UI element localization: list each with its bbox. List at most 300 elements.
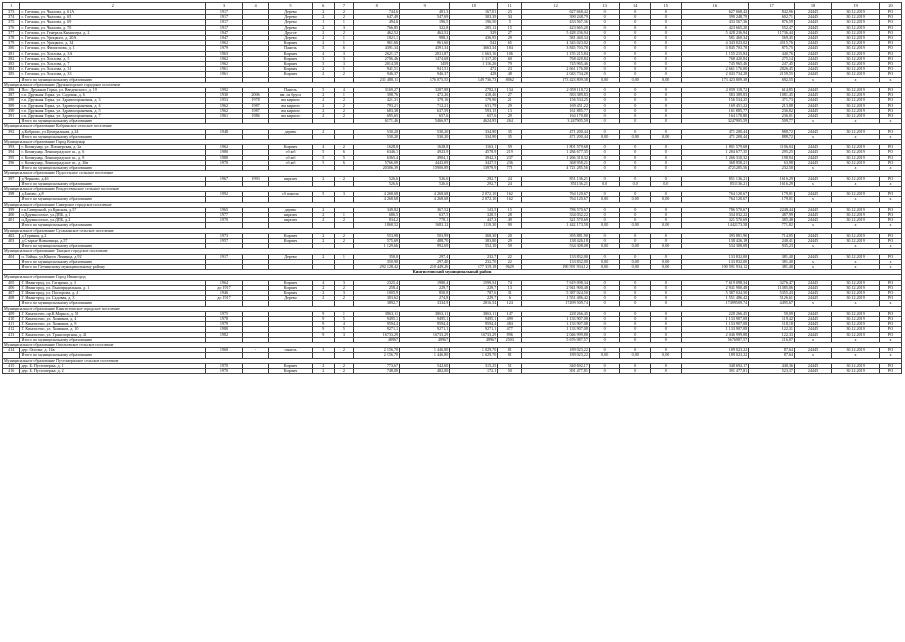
cell-col-16: 768 420,84: [681, 56, 749, 61]
cell-col-11: 29: [498, 114, 522, 119]
cell-col-12: 391 477,81: [522, 369, 590, 374]
cell-col-1: 389: [3, 103, 20, 108]
cell-col-14: 0: [620, 296, 651, 301]
cell-col-3: 1973: [205, 233, 242, 238]
cell-col-15: 0: [650, 98, 681, 103]
cell-col-8: 3169,27: [354, 88, 400, 93]
cell-col-8: 9495,1: [354, 316, 400, 321]
cell-col-10: 428: [450, 72, 498, 77]
cell-col-13: 0: [589, 51, 620, 56]
cell-col-1: 411: [3, 322, 20, 327]
cell-col-8: 686,5: [354, 212, 400, 217]
cell-col-16: 471 200,44: [681, 134, 749, 139]
cell-col-5: вм кирпич: [269, 108, 313, 113]
cell-col-2: г. Гатчина, ул. Чкалова, д. 65: [20, 15, 205, 20]
cell-col-3: 1967: [205, 176, 242, 181]
cell-col-6: 2: [312, 103, 334, 108]
cell-col-20: РО: [880, 46, 902, 51]
cell-col-2: г. Гатчина, ул. Хохлова, д. 33: [20, 72, 205, 77]
cell-col-19: 30.12.2019: [832, 348, 880, 353]
cell-col-11: 27: [498, 93, 522, 98]
cell-col-5: Дерево: [269, 296, 313, 301]
cell-col-15: 0: [650, 25, 681, 30]
cell-col-6: 9: [312, 322, 334, 327]
cell-col-18: 24445: [794, 93, 831, 98]
cell-col-2: г.п.Сиверский, ул.Красная, д.57: [20, 207, 205, 212]
cell-col-15: 0: [650, 108, 681, 113]
cell-col-12: 745 965,46: [522, 62, 590, 67]
cell-col-10: 472: [450, 67, 498, 72]
cell-col-13: 0: [589, 207, 620, 212]
cell-col-8: 350,90: [354, 259, 400, 264]
cell-col-9: 3287,88: [400, 88, 450, 93]
cell-col-13: 0: [589, 212, 620, 217]
cell-col-3: 1982: [205, 332, 242, 337]
cell-col-4: -: [243, 348, 269, 353]
cell-col-12: 390 248,79: [522, 15, 590, 20]
cell-col-12: 17499 509,74: [522, 301, 590, 306]
cell-col-6: 9: [312, 332, 334, 337]
cell-col-11: 184: [498, 46, 522, 51]
cell-col-12: 3 247905,59: [522, 119, 590, 124]
cell-col-19: 30.12.2019: [832, 296, 880, 301]
cell-col-17: 275,14: [749, 56, 795, 61]
cell-col-1: 391: [3, 114, 20, 119]
cell-col-19: х: [832, 301, 880, 306]
cell-col-15: 0: [650, 238, 681, 243]
cell-col-7: 5: [334, 316, 354, 321]
cell-col-8: 695,65: [354, 114, 400, 119]
cell-col-8: 647,49: [354, 15, 400, 20]
cell-col-13: 0: [589, 218, 620, 223]
cell-col-18: х: [794, 223, 831, 228]
cell-col-11: 74: [498, 280, 522, 285]
cell-col-9: 1628,8: [400, 145, 450, 150]
cell-col-10: 285,12: [450, 25, 498, 30]
cell-col-9: 4 268,68: [400, 192, 450, 197]
cell-col-6: 5: [312, 160, 334, 165]
cell-col-19: 30.12.2019: [832, 311, 880, 316]
cell-col-16: 5 387 024,50: [681, 290, 749, 295]
cell-col-15: 0: [650, 30, 681, 35]
cell-col-15: 0: [650, 67, 681, 72]
cell-col-20: РО: [880, 363, 902, 368]
cell-col-2: Итого по муниципальному образованию: [20, 301, 205, 306]
cell-col-1: 413: [3, 332, 20, 337]
cell-col-18: 24445: [794, 25, 831, 30]
group-title: Муниципальное образование Рождественское сельское поселение: [3, 186, 902, 191]
cell-col-18: 24445: [794, 285, 831, 290]
cell-col-8: 2796,46: [354, 56, 400, 61]
cell-col-11: 771: [498, 166, 522, 171]
cell-col-15: 0: [650, 363, 681, 368]
cell-col-14: 0: [620, 93, 651, 98]
group-title: Муниципальное образование Кингисеппское городское поселение: [3, 306, 902, 311]
cell-col-13: 0: [589, 150, 620, 155]
cell-col-14: 0: [620, 322, 651, 327]
cell-col-10: 9495,1: [450, 316, 498, 321]
cell-col-20: РО: [880, 103, 902, 108]
cell-col-1: 403: [3, 238, 20, 243]
cell-col-20: РО: [880, 51, 902, 56]
cell-col-19: х: [832, 119, 880, 124]
cell-col-16: 534 308,08: [681, 244, 749, 249]
cell-col-6: 2: [312, 129, 334, 134]
cell-col-3: 1960: [205, 348, 242, 353]
cell-col-8: 946,37: [354, 72, 400, 77]
column-number-14: 14: [620, 3, 651, 10]
cell-col-14: 0,00: [620, 264, 651, 269]
cell-col-3: 1948: [205, 129, 242, 134]
cell-col-14: 0: [620, 207, 651, 212]
cell-col-1: 375: [3, 20, 20, 25]
cell-col-12: 1 155 215,84: [522, 51, 590, 56]
cell-col-19: 30.12.2019: [832, 46, 880, 51]
group-title: Муниципальное образование Опольевское сельское поселение: [3, 343, 902, 348]
cell-col-11: 162: [498, 192, 522, 197]
cell-col-9: 3863,11: [400, 311, 450, 316]
cell-col-11: 237: [498, 155, 522, 160]
cell-col-15: 0: [650, 369, 681, 374]
cell-col-20: РО: [880, 332, 902, 337]
cell-col-14: 0: [620, 150, 651, 155]
cell-col-12: 5 428 236,94: [522, 30, 590, 35]
cell-col-17: 509,77: [749, 119, 795, 124]
cell-col-18: 24445: [794, 316, 831, 321]
cell-col-2: Итого по муниципальному образованию: [20, 134, 205, 139]
cell-col-2: Итого по муниципальному образованию: [20, 353, 205, 358]
cell-col-16: 390 248,79: [681, 15, 749, 20]
cell-col-3: 1917: [205, 15, 242, 20]
cell-col-19: 30.12.2019: [832, 238, 880, 243]
cell-col-6: 5: [312, 192, 334, 197]
cell-col-7: 2: [334, 176, 354, 181]
cell-col-16: 433 567,36: [681, 20, 749, 25]
cell-col-19: 30.12.2019: [832, 88, 880, 93]
cell-col-9: 961,66: [400, 41, 450, 46]
cell-col-7: 5: [334, 155, 354, 160]
cell-col-9: 778,1: [400, 218, 450, 223]
cell-col-20: РО: [880, 327, 902, 332]
group-title: Муниципальное образование Дружногорское городское поселение: [3, 82, 902, 87]
cell-col-3: 1965: [205, 207, 242, 212]
cell-col-20: РО: [880, 322, 902, 327]
cell-col-15: 0,00: [650, 197, 681, 202]
cell-col-16: 583 389,83: [681, 93, 749, 98]
cell-col-16: 471 200,44: [681, 129, 749, 134]
cell-col-13: 0: [589, 114, 620, 119]
cell-col-17: 232,50: [749, 166, 795, 171]
cell-col-20: РО: [880, 62, 902, 67]
cell-col-20: х: [880, 134, 902, 139]
cell-col-12: 1 551 486,42: [522, 296, 590, 301]
cell-col-15: 0: [650, 150, 681, 155]
cell-col-18: 24445: [794, 36, 831, 41]
cell-col-13: 0: [589, 311, 620, 316]
cell-col-2: г. Гатчина, ул. Хохлова, д. 31: [20, 67, 205, 72]
cell-col-12: 3 845 703,78: [522, 46, 590, 51]
cell-col-2: Г. Ивангород, ул. Льнопрядильная, д. 1: [20, 285, 205, 290]
cell-col-14: 0: [620, 62, 651, 67]
cell-col-10: 3663,34: [450, 46, 498, 51]
cell-col-9: 526,6: [400, 176, 450, 181]
cell-col-17: 523,37: [749, 369, 795, 374]
cell-col-13: 0: [589, 369, 620, 374]
cell-col-8: 2 156,70: [354, 348, 400, 353]
cell-col-3: 1992: [205, 192, 242, 197]
cell-col-7: 2: [334, 108, 354, 113]
cell-col-11: 147: [498, 311, 522, 316]
cell-col-18: х: [794, 337, 831, 342]
cell-col-8: 1628,8: [354, 145, 400, 150]
cell-col-14: 0: [620, 238, 651, 243]
cell-col-14: 0: [620, 290, 651, 295]
cell-col-18: 24445: [794, 10, 831, 15]
cell-col-6: 3: [312, 56, 334, 61]
cell-col-14: 0: [620, 254, 651, 259]
cell-col-15: 0: [650, 280, 681, 285]
cell-col-15: 0: [650, 296, 681, 301]
cell-col-18: 24445: [794, 207, 831, 212]
cell-col-9: 274,8: [400, 296, 450, 301]
cell-col-3: 1979: [205, 46, 242, 51]
cell-col-13: 0: [589, 166, 620, 171]
cell-col-13: 0,00: [589, 134, 620, 139]
cell-col-20: х: [880, 223, 902, 228]
cell-col-12: 7 619 098,34: [522, 280, 590, 285]
cell-col-6: 2: [312, 218, 334, 223]
cell-col-10: 334,90: [450, 129, 498, 134]
cell-col-12: 581 460,34: [522, 36, 590, 41]
cell-col-8: 793,21: [354, 103, 400, 108]
cell-col-17: 440,36: [749, 363, 795, 368]
cell-col-18: 24445: [794, 155, 831, 160]
cell-col-9: 1980,4: [400, 280, 450, 285]
cell-col-10: 3427,5: [450, 160, 498, 165]
cell-col-7: 3: [334, 62, 354, 67]
cell-col-8: 961,66: [354, 41, 400, 46]
column-number-2: 2: [20, 3, 205, 10]
cell-col-2: г. Гатчина, ул. Хохлова, д. 5: [20, 56, 205, 61]
group-title: Муниципальное образование Сиверское городское поселение: [3, 202, 902, 207]
cell-col-2: Итого по муниципальному образованию: [20, 181, 205, 186]
cell-col-1: 406: [3, 285, 20, 290]
cell-col-12: 395 881,90: [522, 233, 590, 238]
cell-col-13: 0: [589, 129, 620, 134]
cell-col-8: 9271,1: [354, 327, 400, 332]
group-title: Муниципальное образование Таицкое городское поселение: [3, 249, 902, 254]
cell-col-17: 385,48: [749, 218, 795, 223]
cell-col-3: 1970: [205, 218, 242, 223]
cell-col-8: 16733,29: [354, 332, 400, 337]
cell-col-3: 1977: [205, 212, 242, 217]
cell-col-2: Г. Кингисепп, ул. Химиков, д. 10: [20, 327, 205, 332]
cell-col-13: 0: [589, 88, 620, 93]
cell-col-19: 30.12.2019: [832, 67, 880, 72]
cell-col-7: 1: [334, 254, 354, 259]
cell-col-8: 258,4: [354, 285, 400, 290]
cell-col-19: х: [832, 259, 880, 264]
cell-col-19: х: [832, 181, 880, 186]
cell-col-13: 0: [589, 348, 620, 353]
cell-col-17: 487,99: [749, 212, 795, 217]
cell-col-2: д.Старые Низковицы, д.57: [20, 238, 205, 243]
cell-col-13: 0: [589, 176, 620, 181]
cell-col-2: г.п. Дружная Горка, ул. Здравоохранения, д. 7: [20, 114, 205, 119]
cell-col-8: 748,00: [354, 369, 400, 374]
cell-col-3: 1947: [205, 30, 242, 35]
cell-col-16: 334 032,22: [681, 212, 749, 217]
cell-col-3: 1917: [205, 25, 242, 30]
cell-col-10: 16733,29: [450, 332, 498, 337]
cell-col-14: 0: [620, 369, 651, 374]
cell-col-13: 0: [589, 254, 620, 259]
cell-col-2: Итого по муниципальному образованию: [20, 166, 205, 171]
cell-col-18: 24445: [794, 41, 831, 46]
cell-col-7: 2: [334, 348, 354, 353]
cell-col-14: 0,00: [620, 77, 651, 82]
cell-col-5: Кирпич: [269, 62, 313, 67]
cell-col-14: 0: [620, 25, 651, 30]
cell-col-14: 0: [620, 103, 651, 108]
cell-col-12: 334 032,22: [522, 212, 590, 217]
cell-col-10: 292,7: [450, 181, 498, 186]
cell-col-12: 321 570,69: [522, 218, 590, 223]
cell-col-15: 0: [650, 166, 681, 171]
cell-col-20: РО: [880, 296, 902, 301]
cell-col-11: 27: [498, 30, 522, 35]
cell-col-11: 264: [498, 119, 522, 124]
cell-col-7: 3: [334, 280, 354, 285]
cell-col-19: х: [832, 77, 880, 82]
cell-col-13: 0: [589, 41, 620, 46]
cell-col-1: 414: [3, 348, 20, 353]
cell-col-2: г.п. Дружная Горка, ул. Здравоохранения, д. 5: [20, 108, 205, 113]
cell-col-17: 888,72: [749, 129, 795, 134]
cell-col-9: 530,20: [400, 129, 450, 134]
cell-col-6: 2: [312, 290, 334, 295]
cell-col-9: 526,6: [400, 181, 450, 186]
cell-col-18: х: [794, 181, 831, 186]
cell-col-9: 4443,09: [400, 160, 450, 165]
cell-col-15: 0: [650, 46, 681, 51]
cell-col-9: 1 446,80: [400, 353, 450, 358]
cell-col-9: 941,51: [400, 67, 450, 72]
cell-col-2: Г. Кингисепп, ул. Химиков, д. 8: [20, 322, 205, 327]
cell-col-10: 143,5: [450, 207, 498, 212]
cell-col-7: 6: [334, 160, 354, 165]
cell-col-11: 29: [498, 103, 522, 108]
cell-col-16: 156 534,25: [681, 98, 749, 103]
cell-col-5: Дерево: [269, 25, 313, 30]
cell-col-18: 24445: [794, 322, 831, 327]
cell-col-12: 764 120,67: [522, 197, 590, 202]
cell-col-9: 482,00: [400, 369, 450, 374]
cell-col-20: РО: [880, 15, 902, 20]
cell-col-16: 228 266,45: [681, 311, 749, 316]
cell-col-13: 0: [589, 280, 620, 285]
cell-col-18: 24445: [794, 363, 831, 368]
cell-col-5: Кирпич: [269, 369, 313, 374]
cell-col-18: 24445: [794, 160, 831, 165]
cell-col-17: 1081,45: [749, 93, 795, 98]
cell-col-19: 30.12.2019: [832, 280, 880, 285]
cell-col-11: 35: [498, 134, 522, 139]
cell-col-10: 593,15: [450, 108, 498, 113]
cell-col-8: 6171,46: [354, 119, 400, 124]
cell-col-9: 462,52: [400, 30, 450, 35]
cell-col-12: 1 801 579,68: [522, 145, 590, 150]
group-title: Муниципальное образование Сусанинское сельское поселение: [3, 228, 902, 233]
cell-col-14: 0: [620, 233, 651, 238]
cell-col-11: 65: [498, 41, 522, 46]
cell-col-20: РО: [880, 369, 902, 374]
cell-col-8: 3863,11: [354, 311, 400, 316]
cell-col-14: 0: [620, 41, 651, 46]
cell-col-12: 433 567,36: [522, 20, 590, 25]
cell-col-15: 0: [650, 20, 681, 25]
cell-col-8: 2014,58: [354, 62, 400, 67]
cell-col-17: 87,64: [749, 353, 795, 358]
cell-col-1: 401: [3, 218, 20, 223]
cell-col-12: 156 534,25: [522, 98, 590, 103]
cell-col-6: 2: [312, 67, 334, 72]
cell-col-8: 231 488,11: [354, 77, 400, 82]
cell-col-7: 2: [334, 114, 354, 119]
cell-col-20: х: [880, 181, 902, 186]
cell-col-18: 24445: [794, 212, 831, 217]
housing-register-table: [2, 2, 902, 374]
cell-col-12: 228 266,45: [522, 311, 590, 316]
cell-col-15: 0,00: [650, 134, 681, 139]
cell-col-12: 5 387 024,50: [522, 290, 590, 295]
cell-col-13: 0: [589, 46, 620, 51]
cell-col-6: 2: [312, 36, 334, 41]
cell-col-17: 2159,55: [749, 72, 795, 77]
cell-col-16: 321 570,69: [681, 218, 749, 223]
cell-col-17: 381,40: [749, 264, 795, 269]
cell-col-19: 30.12.2019: [832, 108, 880, 113]
cell-col-9: 1 446,80: [400, 348, 450, 353]
cell-col-11: 79: [498, 62, 522, 67]
cell-col-10: 229,7: [450, 285, 498, 290]
cell-col-11: 48: [498, 72, 522, 77]
cell-col-1: 393: [3, 145, 20, 150]
cell-col-11: 60: [498, 56, 522, 61]
cell-col-8: 6365,4: [354, 155, 400, 160]
cell-col-13: 0: [589, 285, 620, 290]
cell-col-10: 1 029,70: [450, 348, 498, 353]
cell-col-9: 3334,9: [400, 301, 450, 306]
cell-col-10: 167,01: [450, 10, 498, 15]
cell-col-9: 4923,9: [400, 150, 450, 155]
cell-col-20: х: [880, 197, 902, 202]
cell-col-16: 786 570,67: [681, 207, 749, 212]
cell-col-12: 1 133 907,08: [522, 316, 590, 321]
cell-col-19: 30.12.2019: [832, 176, 880, 181]
cell-col-18: 24445: [794, 238, 831, 243]
cell-col-11: 219: [498, 150, 522, 155]
cell-col-11: 34: [498, 15, 522, 20]
cell-col-3: 1978: [205, 316, 242, 321]
cell-col-12: 161 885,77: [522, 108, 590, 113]
cell-col-16: 17499509,74: [681, 301, 749, 306]
cell-col-19: х: [832, 134, 880, 139]
cell-col-6: 2: [312, 233, 334, 238]
cell-col-16: 189 023,22: [681, 348, 749, 353]
cell-col-6: 2: [312, 10, 334, 15]
cell-col-5: Дерево: [269, 20, 313, 25]
